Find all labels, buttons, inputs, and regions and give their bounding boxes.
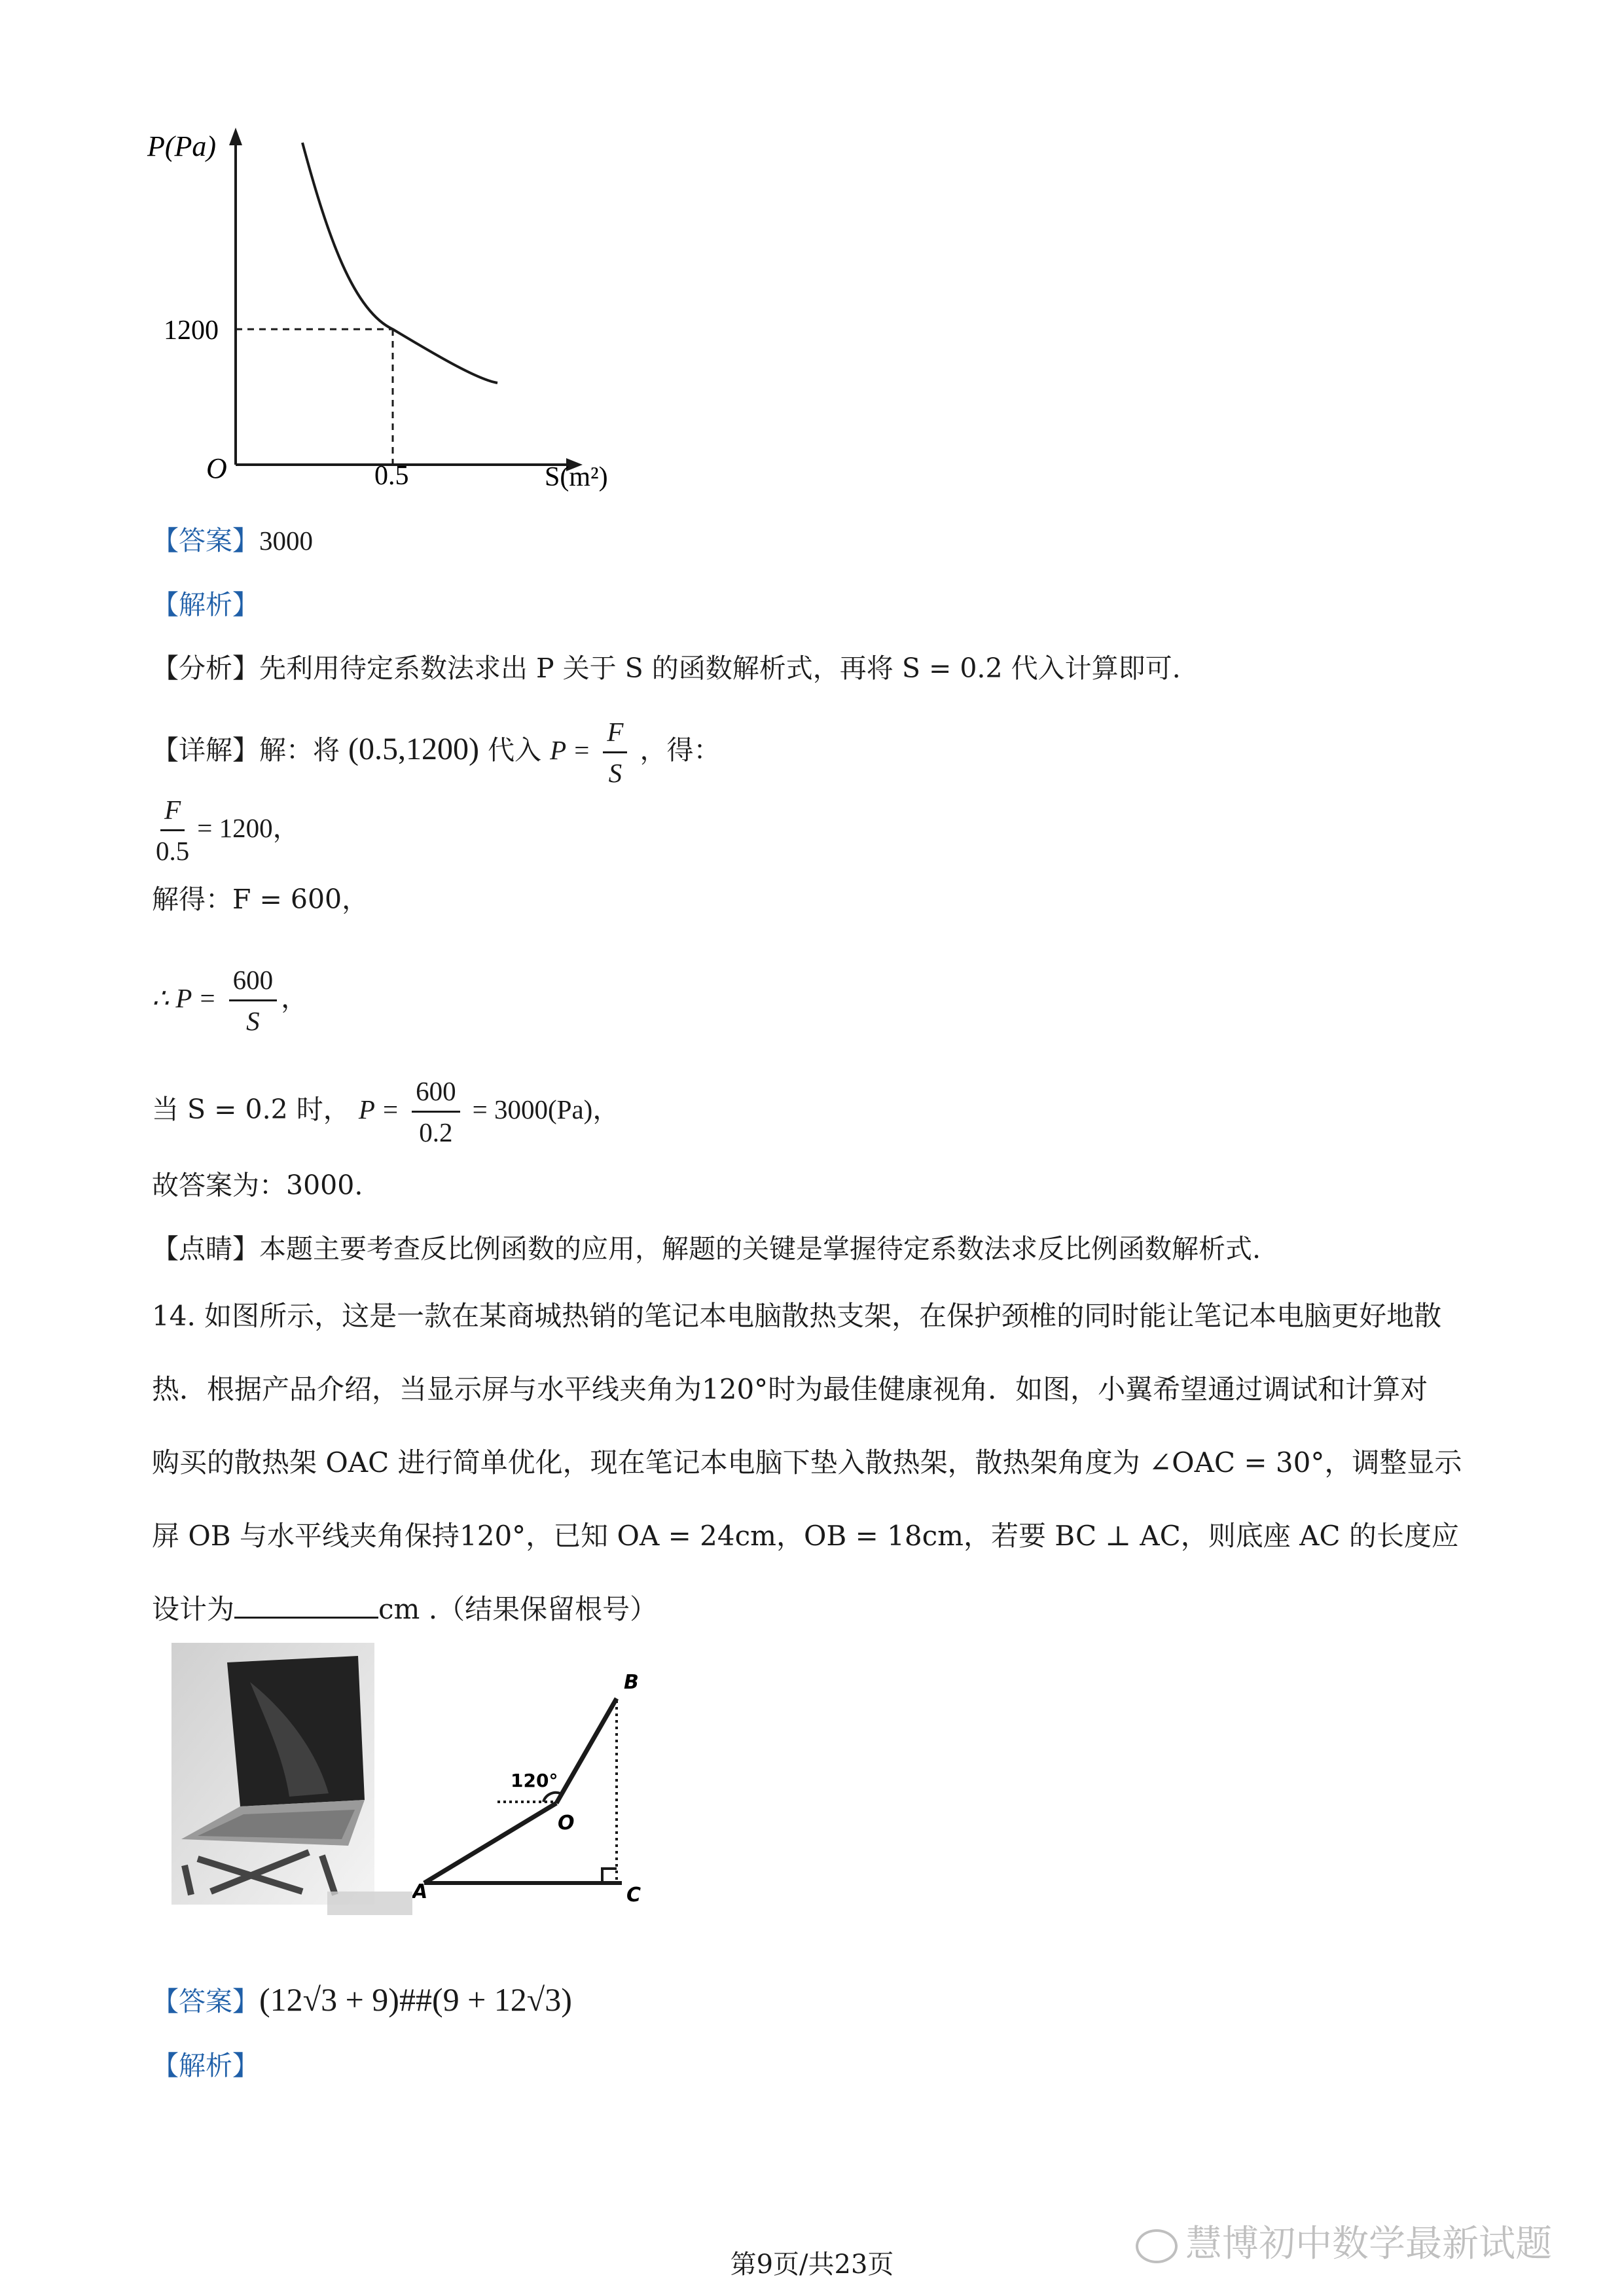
angle-label: 120° (511, 1770, 558, 1791)
blur-patch (327, 1892, 412, 1915)
point-coords: (0.5,1200) (348, 732, 480, 766)
q14-line3: 购买的散热架 OAC 进行简单优化，现在笔记本电脑下垫入散热架，散热架角度为 ∠OAC = 30°，调整显示 (152, 1446, 1462, 1479)
step4-text-c: = 3000(Pa)， (472, 1094, 620, 1124)
step3-lhs: ∴ P = (152, 983, 217, 1013)
x-tick-label: 0.5 (374, 461, 409, 491)
label-C: C (626, 1884, 641, 1907)
watermark-text: 慧博初中数学最新试题 (1185, 2223, 1552, 2265)
fenxi-text: 先利用待定系数法求出 P 关于 S 的函数解析式，再将 S = 0.2 代入计算即可. (259, 653, 1181, 684)
label-B: B (624, 1671, 639, 1694)
q13-step4 (152, 1067, 619, 1152)
formula-F-over-S (603, 712, 627, 793)
600-over-S (229, 960, 278, 1041)
step2-text: 解得：F = 600， (152, 884, 369, 915)
600-over-0.2 (412, 1071, 460, 1152)
answer-blank (234, 1590, 378, 1619)
frac-den: S (246, 1006, 260, 1036)
q13-answer-line (152, 524, 313, 558)
xiangjie-text-c: ，得： (640, 734, 721, 766)
q14-line2: 热．根据产品介绍，当显示屏与水平线夹角为120°时为最佳健康视角．如图，小翼希望通过调试和计算对 (152, 1373, 1428, 1405)
q14-line5 (152, 1573, 1500, 1646)
origin-label: O (206, 452, 227, 484)
geometry-diagram (412, 1669, 668, 1911)
q13-step2 (152, 882, 369, 916)
q13-answer: 3000 (259, 526, 313, 556)
guda-text: 故答案为：3000. (152, 1170, 363, 1201)
laptop-stand-photo (171, 1643, 415, 1918)
q14-problem (152, 1280, 1500, 1646)
y-tick-label: 1200 (164, 315, 219, 346)
q13-xiangjie: 【详解】解：将 (0.5,1200) 代入 P = $\frac{F}{S}$ ，得： (152, 707, 720, 793)
q13-jiexi (152, 588, 259, 622)
q14-answer: (12√3 + 9)##(9 + 12√3) (259, 1981, 572, 2018)
jiexi-tag: 【解析】 (152, 2050, 259, 2081)
frac-den: 0.2 (419, 1117, 453, 1147)
answer-tag: 【答案】 (152, 1986, 259, 2017)
q14-line5a: 设计为 (152, 1593, 235, 1625)
inverse-curve (302, 143, 497, 383)
label-A: A (412, 1880, 428, 1903)
x-axis-label: S(m²) (545, 462, 608, 492)
jiexi-tag: 【解析】 (152, 589, 259, 620)
right-angle-mark (602, 1869, 617, 1883)
xiangjie-text-a: 解：将 (259, 734, 340, 766)
q13-dianjing (152, 1232, 1261, 1266)
frac-num: 600 (412, 1071, 460, 1113)
segment-AO (424, 1803, 556, 1883)
dianjing-text: 本题主要考查反比例函数的应用，解题的关键是掌握待定系数法求反比例函数解析式. (259, 1233, 1261, 1265)
step1-rhs: = 1200， (197, 813, 300, 843)
step4-text-b: P = (358, 1094, 400, 1124)
fenxi-tag: 【分析】 (152, 653, 259, 684)
frac-num: F (160, 790, 185, 831)
frac-den: S (608, 758, 623, 788)
step3-end: ， (281, 982, 308, 1014)
pressure-area-graph (131, 124, 641, 517)
xiangjie-tag: 【详解】 (152, 734, 259, 766)
step4-text-a: 当 S = 0.2 时， (152, 1094, 350, 1125)
frac-num: 600 (229, 960, 278, 1001)
q13-guda (152, 1168, 363, 1202)
q13-step3 (152, 956, 308, 1041)
frac-den: 0.5 (156, 836, 190, 866)
q14-answer-line (152, 1970, 572, 2031)
frac-num: F (603, 712, 627, 753)
F-over-half (152, 790, 193, 870)
q14-jiexi (152, 2049, 259, 2083)
q14-line1: 14. 如图所示，这是一款在某商城热销的笔记本电脑散热支架，在保护颈椎的同时能让笔记本电脑更好地散 (152, 1300, 1442, 1332)
label-O: O (558, 1812, 575, 1835)
page-footer: 第9页/共23页 (730, 2250, 894, 2280)
dianjing-tag: 【点睛】 (152, 1233, 259, 1265)
answer-tag: 【答案】 (152, 525, 259, 556)
q14-line5b: cm .（结果保留根号） (378, 1593, 658, 1625)
xiangjie-text-b: 代入 (488, 734, 542, 766)
y-axis-label: P(Pa) (147, 130, 217, 162)
q13-step1 (152, 785, 300, 870)
q13-fenxi (152, 651, 1181, 685)
y-axis-arrow (229, 128, 242, 145)
segment-OB (556, 1698, 617, 1803)
q14-line4: 屏 OB 与水平线夹角保持120°，已知 OA = 24cm，OB = 18cm，若要 BC ⊥ AC，则底座 AC 的长度应 (152, 1520, 1459, 1552)
